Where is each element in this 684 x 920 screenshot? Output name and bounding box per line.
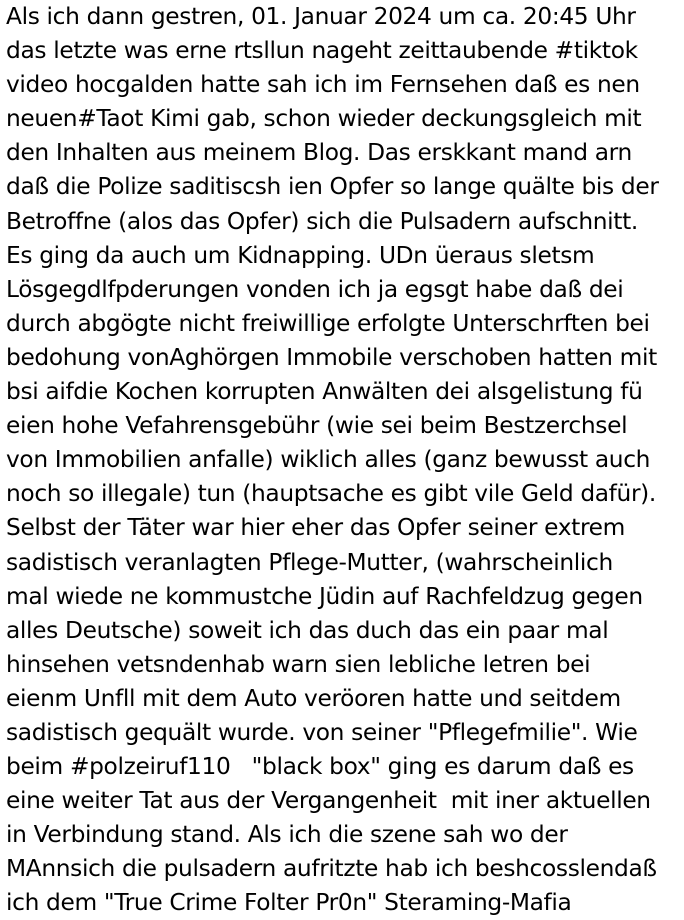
text-line: Selbst der Täter war hier eher das Opfer seiner extrem <box>6 514 625 542</box>
text-line: ich dem "True Crime Folter Pr0n" Steraming-Mafia <box>6 889 572 917</box>
text-line: sadistisch gequält wurde. von seiner "Pflegefmilie". Wie <box>6 718 638 746</box>
text-line: eine weiter Tat aus der Vergangenheit mit iner aktuellen <box>6 787 651 815</box>
text-line: noch so illegale) tun (hauptsache es gibt vile Geld dafür). <box>6 480 656 508</box>
document-text <box>6 0 682 920</box>
text-line: durch abgögte nicht freiwillige erfolgte Unterschrften bei <box>6 309 650 337</box>
text-line: von Immobilien anfalle) wiklich alles (ganz bewusst auch <box>6 446 651 474</box>
text-line: in Verbindung stand. Als ich die szene sah wo der <box>6 821 568 849</box>
text-line: daß die Polize saditiscsh ien Opfer so lange quälte bis der <box>6 173 659 201</box>
text-line: mal wiede ne kommustche Jüdin auf Rachfeldzug gegen <box>6 582 643 610</box>
text-line: den Inhalten aus meinem Blog. Das erskkant mand arn <box>6 139 632 167</box>
text-line: das letzte was erne rtsllun nageht zeittaubende #tiktok <box>6 37 638 65</box>
text-line: bsi aifdie Kochen korrupten Anwälten dei alsgelistung fü <box>6 378 643 406</box>
text-line: beim #polzeiruf110 "black box" ging es darum daß es <box>6 753 634 781</box>
text-line: bedohung vonAghörgen Immobile verschoben hatten mit <box>6 343 657 371</box>
text-line: video hocgalden hatte sah ich im Fernsehen daß es nen <box>6 71 640 99</box>
text-line: eienm Unfll mit dem Auto veröoren hatte und seitdem <box>6 684 621 712</box>
text-line: Es ging da auch um Kidnapping. UDn üeraus sletsm <box>6 241 595 269</box>
text-line: Lösgegdlfpderungen vonden ich ja egsgt habe daß dei <box>6 275 624 303</box>
text-line: alles Deutsche) soweit ich das duch das ein paar mal <box>6 616 609 644</box>
text-line: Betroffne (alos das Opfer) sich die Pulsadern aufschnitt. <box>6 207 638 235</box>
text-line: sadistisch veranlagten Pflege-Mutter, (wahrscheinlich <box>6 548 613 576</box>
text-line: hinsehen vetsndenhab warn sien lebliche letren bei <box>6 650 591 678</box>
text-line: eien hohe Vefahrensgebühr (wie sei beim Bestzerchsel <box>6 412 628 440</box>
text-line: neuen#Taot Kimi gab, schon wieder deckungsgleich mit <box>6 105 642 133</box>
text-line: Als ich dann gestren, 01. Januar 2024 um ca. 20:45 Uhr <box>6 3 636 30</box>
text-line: MAnnsich die pulsadern aufritzte hab ich beshcosslendaß <box>6 855 657 883</box>
